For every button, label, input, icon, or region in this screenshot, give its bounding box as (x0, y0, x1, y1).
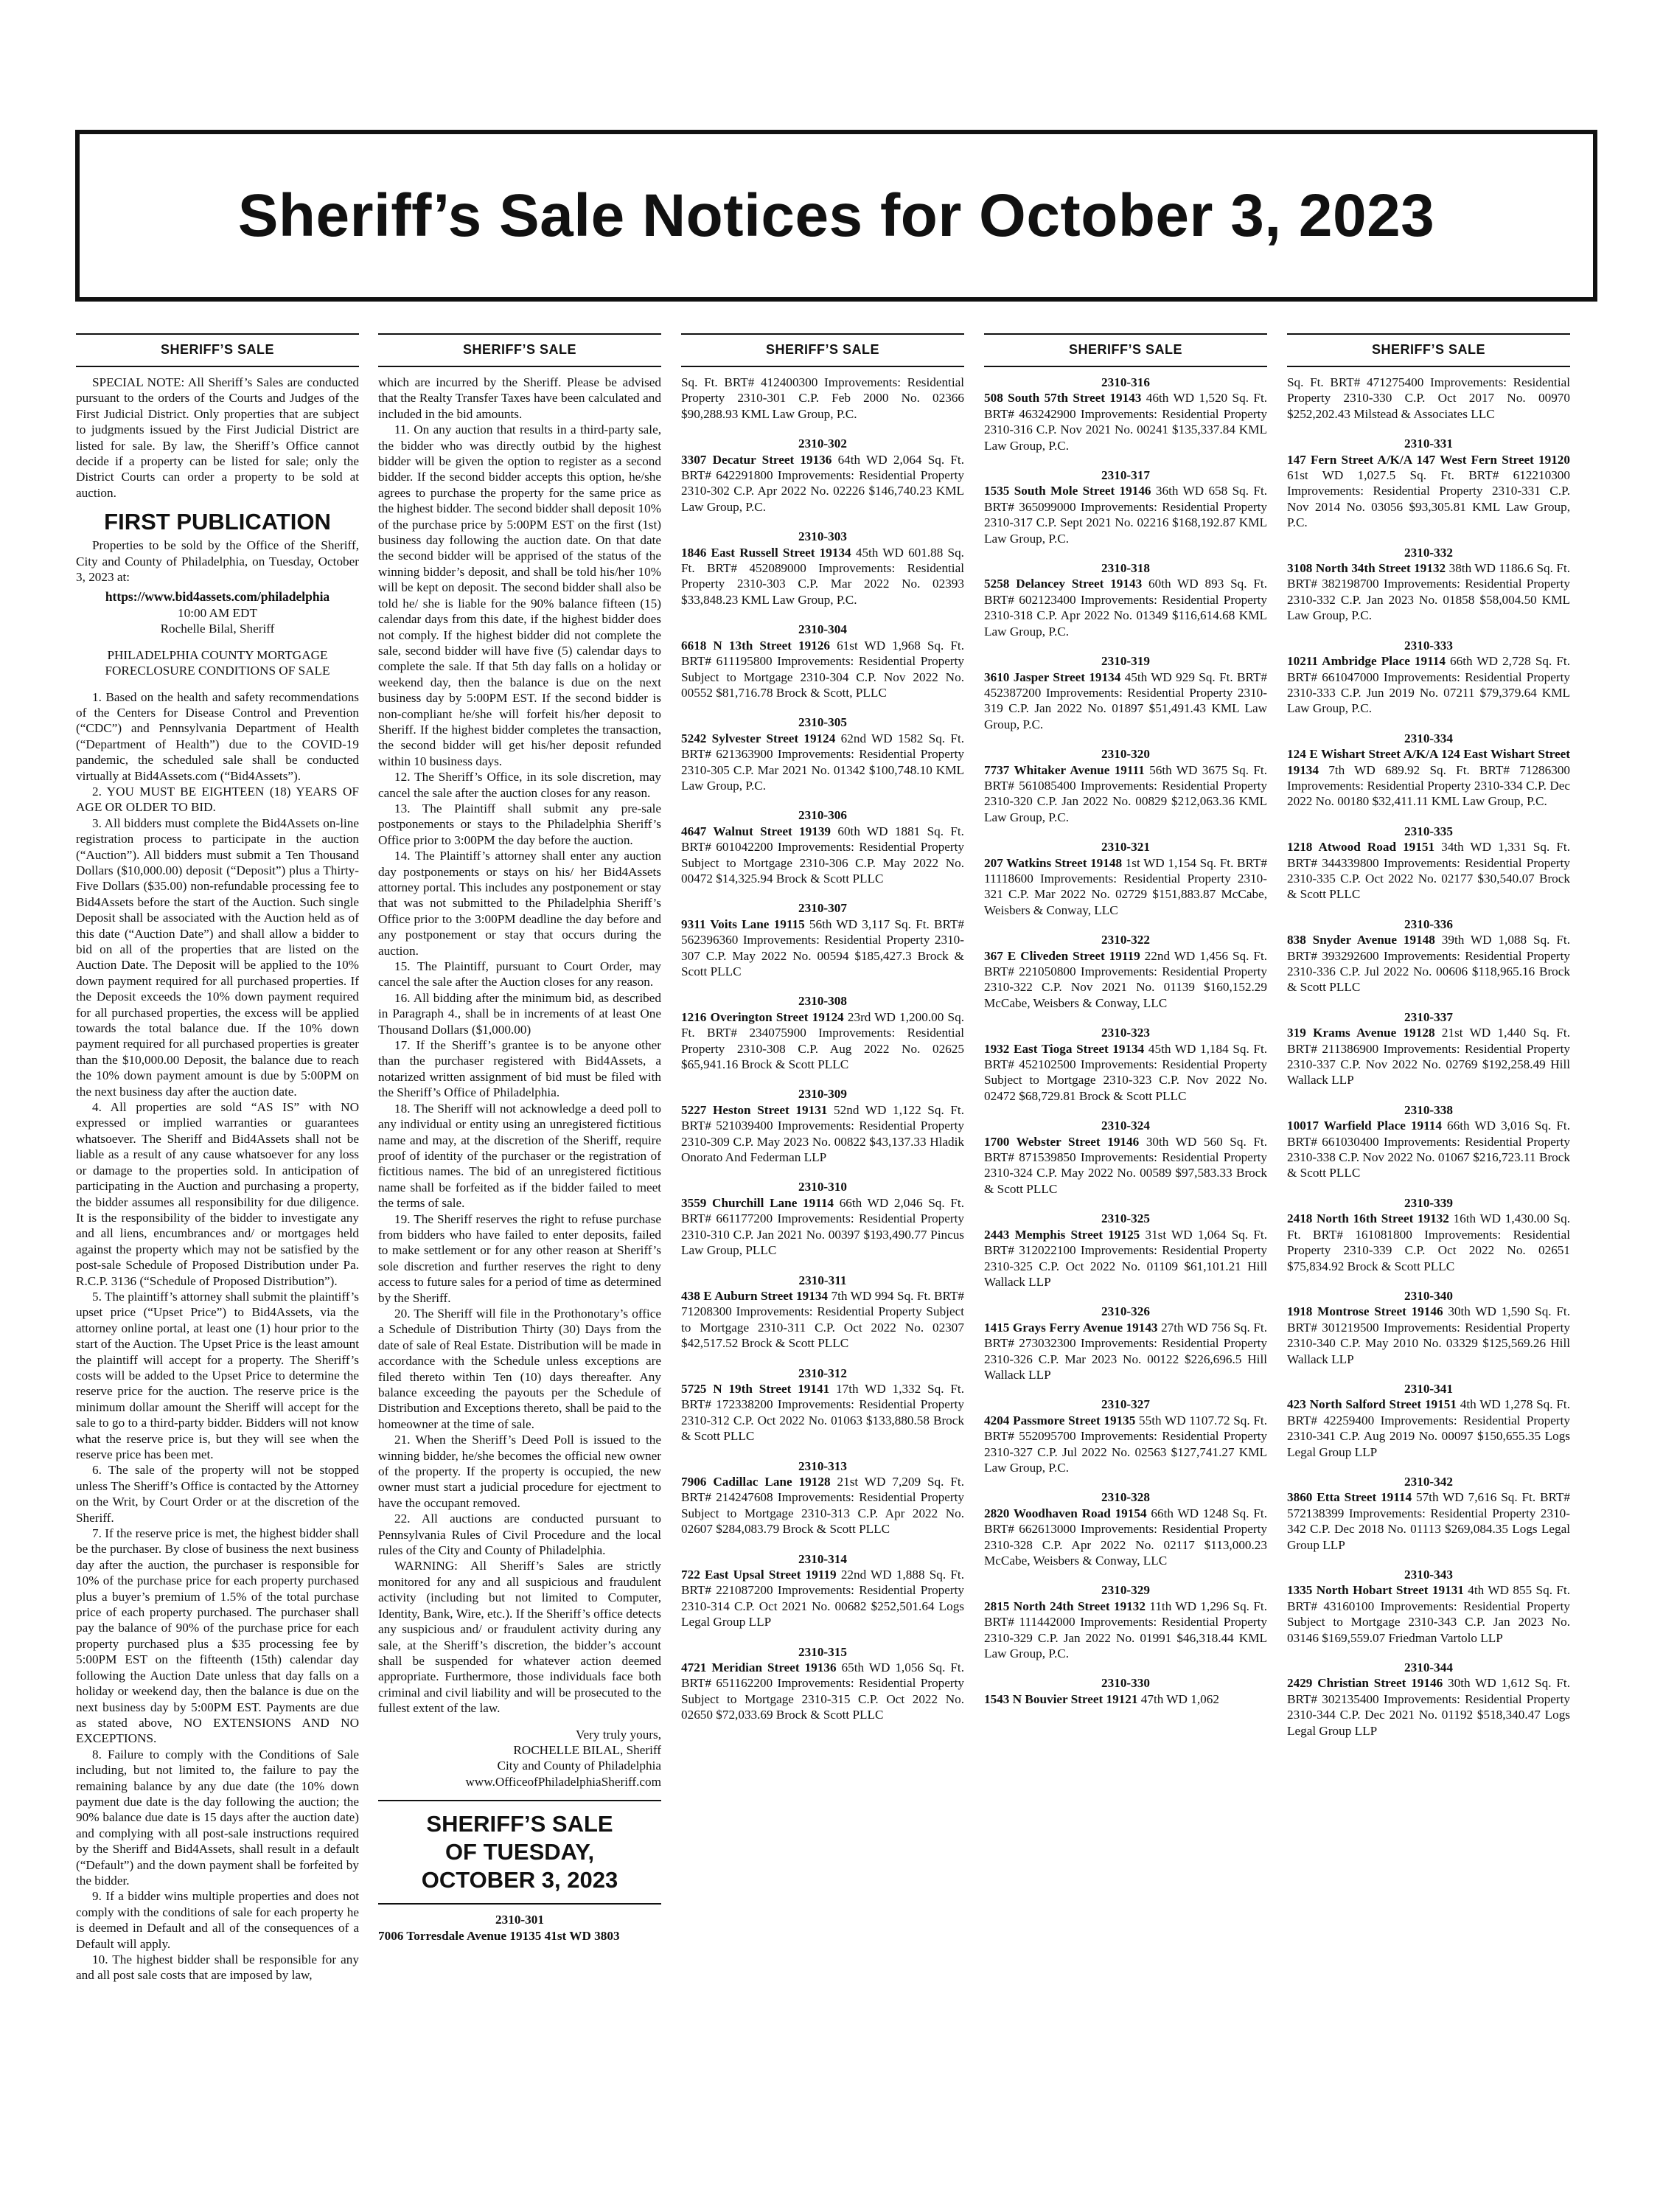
listing-details (984, 855, 1267, 919)
listing-text: 66th WD 2,046 Sq. Ft. BRT# 661177200 Improvements: Residential Property 2310-310 C.P. Jan 2021 No. 00397 $193,490.77 Pincus Law Group, PLLC (681, 1195, 964, 1258)
listing-entry (681, 900, 964, 979)
listing-details (984, 1227, 1267, 1290)
column-body (378, 367, 661, 1944)
listing-address: 5258 Delancey Street 19143 (984, 577, 1143, 591)
listing-text: 22nd WD 1,456 Sq. Ft. BRT# 221050800 Improvements: Residential Property 2310-322 C.P. Nov 2021 No. 01139 $160,152.29 McCabe, Weisbers & Conway, LLC (984, 948, 1268, 1010)
listing-text: 21st WD 1,440 Sq. Ft. BRT# 211386900 Improvements: Residential Property 2310-337 C.P. Nov 2022 No. 02769 $192,258.49 Hill Wallack LLP (1287, 1026, 1570, 1088)
listing-address: 10017 Warfield Place 19114 (1287, 1119, 1442, 1133)
listing-text: 31st WD 1,064 Sq. Ft. BRT# 312022100 Improvements: Residential Property 2310-325 C.P. Oct 2022 No. 01109 $61,101.21 Hill Wallack LLP (984, 1227, 1268, 1289)
listing-address: 207 Watkins Street 19148 (984, 855, 1123, 870)
listing-details (984, 390, 1267, 453)
listing-address: 2820 Woodhaven Road 19154 (984, 1506, 1147, 1520)
condition-paragraph: 7. If the reserve price is met, the highest bidder shall be the purchaser. By close of business the next business day after the auction, the purchaser is responsible for 10% of the purchase price for each property purchased plus a buyer’s premium of 1.5% of the total purchase price of each property purchased. The purchaser shall pay the balance of 90% of the purchase price for each property purchased plus a $35 processing fee by 5:00PM EST on the fifteenth (15th) calendar day following the Auction Date unless that day falls on a holiday or weekend day, then the balance is due on the next business day by 5:00PM EST. Payments are due as stated above, NO EXTENSIONS AND NO EXCEPTIONS. (76, 1526, 359, 1746)
listing-text: 60th WD 1881 Sq. Ft. BRT# 601042200 Improvements: Residential Property Subject to Mortgage 2310-306 C.P. May 2022 No. 00472 $14,325.94 Brock & Scott PLLC (681, 824, 964, 886)
listing-number: 2310-339 (1404, 1195, 1453, 1210)
listing-entry (681, 1644, 964, 1723)
listing-number: 2310-312 (798, 1366, 847, 1380)
listing-details (681, 824, 964, 887)
listing-text: 62nd WD 1582 Sq. Ft. BRT# 621363900 Improvements: Residential Property 2310-305 C.P. Mar 2021 No. 01342 $100,748.10 KML Law Group, P.C. (681, 731, 965, 793)
warning-paragraph: WARNING: All Sheriff’s Sales are strictly monitored for any and all suspicious and fraudulent activity (including but not limited to Computer, Identity, Bank, Wire, etc.). If the Sheriff’s office detects any suspicious and/ or fraudulent activity during any sale, at the Sheriff’s discretion, the bidder’s account shall be suspended for whatever action deemed appropriate. Furthermore, those individuals face both criminal and civil liability and will be prosecuted to the fullest extent of the law. (378, 1559, 661, 1716)
listing-details (681, 1288, 964, 1352)
listing-address: 1918 Montrose Street 19146 (1287, 1304, 1443, 1319)
listing-entry (681, 714, 964, 793)
listing-details (1287, 1118, 1570, 1181)
listing-address: 124 E Wishart Street A/K/A 124 East Wishart Street 19134 (1287, 747, 1570, 777)
auction-url[interactable]: https://www.bid4assets.com/philadelphia (105, 589, 330, 605)
listing-number: 2310-302 (798, 437, 847, 451)
auction-time: 10:00 AM EDT (178, 605, 257, 620)
listing-number: 2310-320 (1101, 747, 1150, 762)
listing-details (1287, 375, 1570, 422)
listing-number: 2310-341 (1404, 1381, 1453, 1396)
listing-details (984, 1134, 1267, 1197)
listing-text: 22nd WD 1,888 Sq. Ft. BRT# 221087200 Improvements: Residential Property 2310-314 C.P. Oct 2021 No. 00682 $252,501.64 Logs Legal Group LLP (681, 1568, 964, 1630)
column-3 (681, 333, 964, 1737)
listing-text: 39th WD 1,088 Sq. Ft. BRT# 393292600 Improvements: Residential Property 2310-336 C.P. Jul 2022 No. 00606 $118,965.16 Brock & Scott PLLC (1287, 933, 1570, 995)
condition-paragraph: 22. All auctions are conducted pursuant to Pennsylvania Rules of Civil Procedure and the local rules of the City and County of Philadelphia. (378, 1512, 661, 1558)
listing-number: 2310-329 (1101, 1583, 1150, 1598)
listing-number: 2310-305 (798, 715, 847, 730)
listing-text: 52nd WD 1,122 Sq. Ft. BRT# 521039400 Improvements: Residential Property 2310-309 C.P. May 2023 No. 00822 $43,137.33 Hladik Onorato And Federman LLP (681, 1102, 965, 1165)
column-header: SHERIFF’S SALE (378, 333, 661, 367)
listing-address: 1415 Grays Ferry Avenue 19143 (984, 1320, 1158, 1335)
condition-paragraph: 5. The plaintiff’s attorney shall submit the plaintiff’s upset price (“Upset Price”) to Bid4Assets, via the attorney online portal, at least one (1) hour prior to the start of the Auction. The Upset Price is the least amount the plaintiff will accept for a property. The Sheriff’s costs will be added to the Upset Price to determine the reserve price for the auction. The reserve price is the minimum dollar amount the Sheriff will accept for the sale to go to a third-party bidder. Bidders will not know what the reserve price is, but they will see when the reserve price has been met. (76, 1289, 359, 1461)
condition-paragraph: 12. The Sheriff’s Office, in its sole discretion, may cancel the sale after the auction closes for any reason. (378, 770, 661, 800)
listing-text: 64th WD 2,064 Sq. Ft. BRT# 642291800 Improvements: Residential Property 2310-302 C.P. Apr 2022 No. 02226 $146,740.23 KML Law Group, P.C. (681, 452, 964, 514)
listing-address: 2418 North 16th Street 19132 (1287, 1211, 1449, 1226)
listing-address: 9311 Voits Lane 19115 (681, 917, 805, 931)
listing-address: 423 North Salford Street 19151 (1287, 1397, 1457, 1412)
listing-address: 319 Krams Avenue 19128 (1287, 1026, 1435, 1040)
condition-paragraph: 16. All bidding after the minimum bid, as described in Paragraph 4., shall be in increments of at least One Thousand Dollars ($1,000.00) (378, 990, 661, 1037)
listing-text: 30th WD 1,590 Sq. Ft. BRT# 301219500 Improvements: Residential Property 2310-340 C.P. May 2010 No. 03329 $125,569.26 Hill Wallack LLP (1287, 1304, 1570, 1366)
sheriff-name: Rochelle Bilal, Sheriff (160, 622, 275, 636)
column-header: SHERIFF’S SALE (76, 333, 359, 367)
listing-details (1287, 1025, 1570, 1088)
page-banner (75, 130, 1597, 302)
listing-text: 21st WD 7,209 Sq. Ft. BRT# 214247608 Improvements: Residential Property Subject to Mortgage 2310-313 C.P. Apr 2022 No. 02607 $284,083.79 Brock & Scott PLLC (681, 1474, 965, 1537)
listing-details (681, 638, 964, 701)
listing-entry (984, 375, 1267, 453)
listing-entry (681, 1551, 964, 1630)
signature-line: City and County of Philadelphia (497, 1759, 661, 1773)
listing-entry (984, 1025, 1267, 1104)
listing-details (681, 1009, 964, 1073)
listing-details (1287, 1675, 1570, 1739)
listing-number: 2310-307 (798, 901, 847, 916)
listing-number: 2310-338 (1404, 1102, 1453, 1117)
sale-box-line: OCTOBER 3, 2023 (421, 1867, 618, 1893)
listing-details (1287, 1489, 1570, 1553)
listing-entry (681, 436, 964, 515)
condition-paragraph: 15. The Plaintiff, pursuant to Court Order, may cancel the sale after the Auction closes for any reason. (378, 959, 661, 990)
listing-entry (984, 839, 1267, 918)
listing-details (1287, 1211, 1570, 1274)
listing-entry (1287, 1474, 1570, 1553)
listing-entry (1287, 436, 1570, 530)
listing-text: 66th WD 2,728 Sq. Ft. BRT# 661047000 Improvements: Residential Property 2310-333 C.P. Jun 2019 No. 07211 $79,379.64 KML Law Group, P.C. (1287, 654, 1570, 716)
listing-details (984, 669, 1267, 733)
listing-text: 7th WD 994 Sq. Ft. BRT# 71208300 Improvements: Residential Property Subject to Mortgage 2310-311 C.P. Oct 2022 No. 02307 $42,517.52 Brock & Scott PLLC (681, 1288, 965, 1351)
listing-number: 2310-342 (1404, 1474, 1453, 1489)
condition-paragraph: 8. Failure to comply with the Conditions of Sale including, but not limited to, the failure to pay the remaining balance by any due date (the 10% down payment due date is the day following the auction; the 90% balance due date is 15 days after the auction date) and complying with all post-sale instructions required by the Sheriff and Bid4Assets, shall result in a default (“Default”) and the down payment shall be forfeited by the bidder. (76, 1747, 359, 1888)
listing-address: 1700 Webster Street 19146 (984, 1134, 1140, 1149)
listing-text: 38th WD 1186.6 Sq. Ft. BRT# 382198700 Improvements: Residential Property 2310-332 C.P. Jan 2023 No. 01858 $58,004.50 KML Law Group, P.C. (1287, 561, 1571, 623)
condition-paragraph: 10. The highest bidder shall be responsible for any and all post sale costs that are imposed by law, (76, 1952, 359, 1983)
listing-details (1287, 746, 1570, 810)
listing-text: 1st WD 1,154 Sq. Ft. BRT# 11118600 Improvements: Residential Property 2310-321 C.P. Mar 2022 No. 02729 $151,883.87 McCabe, Weisbers & Conway, LLC (984, 855, 1267, 917)
listing-entry (984, 653, 1267, 732)
listing-number: 2310-335 (1404, 824, 1453, 838)
listing-details (984, 1413, 1267, 1476)
listing-entry (378, 1912, 661, 1944)
sale-box-line: OF TUESDAY, (444, 1839, 595, 1865)
listing-address: 4204 Passmore Street 19135 (984, 1413, 1136, 1427)
listing-text: 30th WD 1,612 Sq. Ft. BRT# 302135400 Improvements: Residential Property 2310-344 C.P. Dec 2021 No. 01192 $518,340.47 Logs Legal Group LLP (1287, 1676, 1571, 1738)
listing-text: Sq. Ft. BRT# 471275400 Improvements: Residential Property 2310-330 C.P. Oct 2017 No. 00970 $252,202.43 Milstead & Associates LLC (1287, 375, 1570, 421)
column-body (76, 367, 359, 1983)
listing-address: 722 East Upsal Street 19119 (681, 1568, 837, 1582)
listing-text: 57th WD 7,616 Sq. Ft. BRT# 572138399 Improvements: Residential Property 2310-342 C.P. Dec 2018 No. 01113 $269,084.35 Logs Legal Group LLP (1287, 1490, 1571, 1552)
listing-address: 7737 Whitaker Avenue 19111 (984, 762, 1145, 777)
listing-address: 1846 East Russell Street 19134 (681, 545, 851, 560)
condition-paragraph: 21. When the Sheriff’s Deed Poll is issued to the winning bidder, he/she becomes the official new owner of the property. If the property is occupied, the new owner must start a judicial procedure for ejectment to have the occupant removed. (378, 1433, 661, 1510)
listing-address: 1535 South Mole Street 19146 (984, 484, 1151, 498)
listing-details (1287, 1397, 1570, 1460)
listing-text: 4th WD 855 Sq. Ft. BRT# 43160100 Improvements: Residential Property Subject to Mortgage 2310-343 C.P. Jan 2023 No. 03146 $169,559.07 Friedman Vartolo LLP (1287, 1583, 1571, 1645)
listing-number: 2310-334 (1404, 731, 1453, 745)
listing-entry (984, 932, 1267, 1011)
listing-address: 3108 North 34th Street 19132 (1287, 561, 1446, 576)
listing-address: 5242 Sylvester Street 19124 (681, 731, 836, 745)
listing-text: 34th WD 1,331 Sq. Ft. BRT# 344339800 Improvements: Residential Property 2310-335 C.P. Oct 2022 No. 02177 $30,540.07 Brock & Scott PLLC (1287, 840, 1570, 902)
page-title: Sheriff’s Sale Notices for October 3, 2023 (237, 181, 1435, 249)
listing-details (681, 452, 964, 515)
listing-entry (984, 467, 1267, 546)
listing-details (1287, 560, 1570, 624)
listing-entry (984, 1489, 1267, 1568)
listing-address: 1543 N Bouvier Street 19121 (984, 1691, 1138, 1706)
listing-number: 2310-310 (798, 1180, 847, 1194)
listing-entry (681, 622, 964, 700)
listing-entry (984, 1397, 1267, 1475)
listing-number: 2310-328 (1101, 1490, 1150, 1505)
listing-details (681, 917, 964, 980)
listing-text: 46th WD 1,520 Sq. Ft. BRT# 463242900 Improvements: Residential Property 2310-316 C.P. Nov 2021 No. 00241 $135,337.84 KML Law Group, P.C. (984, 391, 1268, 453)
listing-number: 2310-326 (1101, 1304, 1150, 1319)
column-header: SHERIFF’S SALE (681, 333, 964, 367)
listing-number: 2310-343 (1404, 1568, 1453, 1582)
listing-entry (1287, 545, 1570, 624)
listing-details (681, 545, 964, 608)
listing-number: 2310-313 (798, 1458, 847, 1473)
listing-entry (681, 1086, 964, 1165)
listing-number: 2310-332 (1404, 545, 1453, 560)
listing-details (984, 948, 1267, 1012)
listing-entry (1287, 375, 1570, 422)
listing-text: 61st WD 1,968 Sq. Ft. BRT# 611195800 Improvements: Residential Property Subject to Mortgage 2310-304 C.P. Nov 2022 No. 00552 $81,716.78 Brock & Scott, PLLC (681, 638, 965, 700)
listing-address: 1932 East Tioga Street 19134 (984, 1041, 1145, 1056)
listing-address: 1218 Atwood Road 19151 (1287, 840, 1435, 855)
listing-text: 30th WD 560 Sq. Ft. BRT# 871539850 Improvements: Residential Property 2310-324 C.P. May 2022 No. 00589 $97,583.33 Brock & Scott PLLC (984, 1134, 1267, 1196)
listing-entry (1287, 1567, 1570, 1646)
listing-details (681, 1567, 964, 1630)
listing-address: 4721 Meridian Street 19136 (681, 1660, 837, 1675)
condition-paragraph: 11. On any auction that results in a third-party sale, the bidder who was directly outbid by the highest bidder will be given the option to register as a second bidder. If the second bidder accepts this option, he/she agrees to purchase the property for the same price as the highest bidder. The second bidder shall deposit 10% of the purchase price by 5:00PM EST on the first (1st) business day following the auction date. On that date the second bidder will be apprised of the status of the winning bidder’s deposit, and shall be told his/her 10% will be kept on deposit. The second bidder shall also be told he/ she is liable for the 90% balance fifteen (15) calendar days from this date, if the highest bidder does not comply. If the highest bidder did not complete the sale, second bidder will have five (5) calendar days to complete the sale. If that 5th day falls on a holiday or weekend day, then the balance is due on the next business day by 5:00PM EST. If the second bidder is non-compliant he/she will forfeit his/her deposit to Sheriff. If the highest bidder completes the transaction, the second bidder will get his/her deposit refunded within 10 business days. (378, 422, 661, 768)
listing-number: 2310-315 (798, 1644, 847, 1659)
listing-text: 7th WD 689.92 Sq. Ft. BRT# 71286300 Improvements: Residential Property 2310-334 C.P. Dec 2022 No. 00180 $32,411.11 KML Law Group, P.C. (1287, 762, 1571, 809)
listing-number: 2310-318 (1101, 561, 1150, 576)
listing-number: 2310-333 (1404, 638, 1453, 653)
listing-text: 45th WD 601.88 Sq. Ft. BRT# 452089000 Improvements: Residential Property 2310-303 C.P. Mar 2022 No. 02393 $33,848.23 KML Law Group, P.C. (681, 545, 964, 607)
listing-number: 2310-330 (1101, 1676, 1150, 1691)
listing-address: 6618 N 13th Street 19126 (681, 638, 831, 653)
listing-text: 55th WD 1107.72 Sq. Ft. BRT# 552095700 Improvements: Residential Property 2310-327 C.P. Jul 2022 No. 02563 $127,741.27 KML Law Group, P.C. (984, 1413, 1268, 1475)
column-4 (984, 333, 1267, 1721)
listing-address: 7906 Cadillac Lane 19128 (681, 1474, 831, 1489)
listing-entry (1287, 731, 1570, 810)
listing-number: 2310-319 (1101, 654, 1150, 669)
listing-text: 27th WD 756 Sq. Ft. BRT# 273032300 Improvements: Residential Property 2310-326 C.P. Mar 2023 No. 00122 $226,696.5 Hill Wallack LLP (984, 1320, 1267, 1382)
listing-address: 10211 Ambridge Place 19114 (1287, 654, 1446, 669)
listing-text: 17th WD 1,332 Sq. Ft. BRT# 172338200 Improvements: Residential Property 2310-312 C.P. Oct 2022 No. 01063 $133,880.58 Brock & Scott PLLC (681, 1381, 965, 1444)
listing-address: 5227 Heston Street 19131 (681, 1102, 828, 1117)
listing-address: 2815 North 24th Street 19132 (984, 1599, 1146, 1613)
listing-text: 61st WD 1,027.5 Sq. Ft. BRT# 612210300 Improvements: Residential Property 2310-331 C.P. Nov 2014 No. 03056 $93,305.81 KML Law Group, P.C. (1287, 468, 1570, 530)
listing-text: Sq. Ft. BRT# 412400300 Improvements: Residential Property 2310-301 C.P. Feb 2000 No. 02366 $90,288.93 KML Law Group, P.C. (681, 375, 964, 421)
listing-address: 4647 Walnut Street 19139 (681, 824, 831, 838)
listing-address: 2429 Christian Street 19146 (1287, 1676, 1443, 1691)
first-publication-heading: FIRST PUBLICATION (104, 509, 331, 535)
listing-number: 2310-304 (798, 622, 847, 637)
special-note: SPECIAL NOTE: All Sheriff’s Sales are conducted pursuant to the orders of the Courts and Judges of the First Judicial District. Only properties that are subject to judgments issued by the First Judicial District are listed for sale. By law, the Sheriff’s Office cannot decide if a property can be listed for sale; only the District Courts can order a property to be sold at auction. (76, 375, 359, 500)
condition-paragraph: 13. The Plaintiff shall submit any pre-sale postponements or stays to the Philadelphia Sheriff’s Office prior to 3:00PM the day before the auction. (378, 801, 661, 847)
conditions-title-line-1: PHILADELPHIA COUNTY MORTGAGE (107, 647, 328, 662)
listing-text: 16th WD 1,430.00 Sq. Ft. BRT# 161081800 Improvements: Residential Property 2310-339 C.P. Oct 2022 No. 02651 $75,834.92 Brock & Scott PLLC (1287, 1211, 1570, 1273)
listing-number: 2310-336 (1404, 917, 1453, 931)
listing-text: 47th WD 1,062 (1140, 1691, 1219, 1706)
listing-address: 367 E Cliveden Street 19119 (984, 948, 1140, 963)
listing-details (681, 1474, 964, 1537)
signature-line: Very truly yours, (576, 1727, 661, 1742)
condition-paragraph: 9. If a bidder wins multiple properties and does not comply with the conditions of sale for each property he is deemed in Default and all of the consequences of a Default will apply. (76, 1889, 359, 1951)
listing-number: 2310-303 (798, 529, 847, 544)
listing-entry (681, 529, 964, 608)
listing-text: 36th WD 658 Sq. Ft. BRT# 365099000 Improvements: Residential Property 2310-317 C.P. Sept 2021 No. 02216 $168,192.87 KML Law Group, P.C. (984, 484, 1268, 546)
listing-address: 7006 Torresdale Avenue 19135 41st WD 3803 (378, 1928, 620, 1943)
listing-details (984, 1599, 1267, 1662)
listing-text: 66th WD 3,016 Sq. Ft. BRT# 661030400 Improvements: Residential Property 2310-338 C.P. Nov 2022 No. 01067 $216,723.11 Brock & Scott PLLC (1287, 1119, 1570, 1180)
listing-entry (1287, 1660, 1570, 1739)
sale-date-box (378, 1800, 661, 1905)
listing-entry (681, 375, 964, 422)
listing-details (1287, 932, 1570, 995)
column-body (1287, 367, 1570, 1739)
condition-paragraph: 18. The Sheriff will not acknowledge a deed poll to any individual or entity using an unregistered fictitious name and may, at the discretion of the Sheriff, require proof of identity of the purchaser or the registration of fictitious names. The bid of an unregistered fictitious name shall be forfeited as if the bidder failed to meet the terms of sale. (378, 1101, 661, 1211)
listing-text: 45th WD 1,184 Sq. Ft. BRT# 452102500 Improvements: Residential Property Subject to Mortgage 2310-323 C.P. Nov 2022 No. 02472 $68,729.81 Brock & Scott PLLC (984, 1041, 1268, 1103)
listing-text: 23rd WD 1,200.00 Sq. Ft. BRT# 234075900 Improvements: Residential Property 2310-308 C.P. Aug 2022 No. 02625 $65,941.16 Brock & Scott PLLC (681, 1009, 964, 1072)
listing-details (1287, 1582, 1570, 1646)
listing-details (681, 1381, 964, 1444)
listing-details (984, 762, 1267, 826)
listing-details (984, 1506, 1267, 1569)
listing-entry (1287, 917, 1570, 995)
listing-number: 2310-327 (1101, 1397, 1150, 1412)
listing-number: 2310-321 (1101, 840, 1150, 855)
condition-paragraph: 6. The sale of the property will not be stopped unless The Sheriff’s Office is contacted by the Attorney on the Writ, by Court Order or at the discretion of the Sheriff. (76, 1463, 359, 1525)
listing-entry (984, 1118, 1267, 1197)
listing-number: 2310-322 (1101, 933, 1150, 947)
column-header: SHERIFF’S SALE (984, 333, 1267, 367)
listing-entry (1287, 638, 1570, 717)
listing-number: 2310-309 (798, 1087, 847, 1102)
listing-address: 3307 Decatur Street 19136 (681, 452, 832, 467)
listing-text: 60th WD 893 Sq. Ft. BRT# 602123400 Improvements: Residential Property 2310-318 C.P. Apr 2022 No. 01349 $116,614.68 KML Law Group, P.C. (984, 577, 1267, 639)
listing-address: 3610 Jasper Street 19134 (984, 669, 1121, 684)
listing-details (681, 731, 964, 794)
listing-details (681, 1195, 964, 1259)
listing-details (984, 1320, 1267, 1383)
listing-address: 3559 Churchill Lane 19114 (681, 1195, 834, 1210)
listing-details (681, 1102, 964, 1166)
listing-details (984, 483, 1267, 546)
listing-address: 3860 Etta Street 19114 (1287, 1490, 1412, 1505)
listing-details (681, 375, 964, 422)
listing-number: 2310-340 (1404, 1288, 1453, 1303)
listing-entry (681, 1179, 964, 1258)
column-header: SHERIFF’S SALE (1287, 333, 1570, 367)
listing-details (1287, 1304, 1570, 1367)
condition-paragraph: 4. All properties are sold “AS IS” with NO expressed or implied warranties or guarantees whatsoever. The Sheriff and Bid4Assets shall not be liable as a result of any cause whatsoever for any loss or damage to the properties sold. In anticipation of participating in the Auction and purchasing a property, the bidder assumes all responsibility for due diligence. It is the responsibility of the bidder to investigate any and all liens, encumbrances and/ or mortgages held against the property which may not be satisfied by the post-sale Schedule of Proposed Distribution under Pa. R.C.P. 3136 (“Schedule of Proposed Distribution”). (76, 1100, 359, 1288)
condition-paragraph: 2. YOU MUST BE EIGHTEEN (18) YEARS OF AGE OR OLDER TO BID. (76, 784, 359, 815)
listing-details (1287, 839, 1570, 902)
listing-entry (1287, 1381, 1570, 1460)
listing-number: 2310-331 (1404, 437, 1453, 451)
listing-entry (681, 1273, 964, 1352)
listing-entry (1287, 824, 1570, 902)
listing-number: 2310-317 (1101, 468, 1150, 483)
sale-intro: Properties to be sold by the Office of the Sheriff, City and County of Philadelphia, on Tuesday, October 3, 2023 at: (76, 538, 359, 585)
listing-text: 56th WD 3675 Sq. Ft. BRT# 561085400 Improvements: Residential Property 2310-320 C.P. Jan 2022 No. 00829 $212,063.36 KML Law Group, P.C. (984, 762, 1267, 824)
listing-entry (984, 1304, 1267, 1382)
listing-number: 2310-324 (1101, 1119, 1150, 1133)
listing-number: 2310-316 (1101, 375, 1150, 389)
condition-paragraph: which are incurred by the Sheriff. Please be advised that the Realty Transfer Taxes have been calculated and included in the bid amounts. (378, 375, 661, 421)
listing-address: 147 Fern Street A/K/A 147 West Fern Street 19120 (1287, 452, 1570, 467)
listing-number: 2310-337 (1404, 1009, 1453, 1024)
column-body (984, 367, 1267, 1707)
listing-entry (1287, 1195, 1570, 1274)
listing-details (1287, 653, 1570, 717)
listing-text: 66th WD 1248 Sq. Ft. BRT# 662613000 Improvements: Residential Property 2310-328 C.P. Apr 2022 No. 02117 $113,000.23 McCabe, Weisbers & Conway, LLC (984, 1506, 1267, 1568)
listing-number: 2310-301 (495, 1913, 544, 1927)
listing-number: 2310-314 (798, 1551, 847, 1566)
column-2 (378, 333, 661, 1958)
listing-entry (984, 560, 1267, 639)
condition-paragraph: 17. If the Sheriff’s grantee is to be anyone other than the purchaser registered with Bid4Assets, a notarized written assignment of bid must be filed with the Sheriff’s Office of Philadelphia. (378, 1038, 661, 1100)
listing-address: 1335 North Hobart Street 19131 (1287, 1583, 1464, 1598)
listing-entry (1287, 1288, 1570, 1367)
listing-number: 2310-308 (798, 994, 847, 1009)
listing-details (984, 1041, 1267, 1105)
condition-paragraph: 20. The Sheriff will file in the Prothonotary’s office a Schedule of Distribution Thirty (30) Days from the date of sale of Real Estate. Distribution will be made in accordance with the Schedule unless exceptions are filed thereto within Ten (10) days thereafter. Any balance exceeding the payouts per the Schedule of Distribution and Exceptions thereto, shall be paid to the homeowner at the time of sale. (378, 1306, 661, 1431)
listing-entry (681, 993, 964, 1072)
listing-details (1287, 452, 1570, 531)
column-1 (76, 333, 359, 1983)
signature-line: ROCHELLE BILAL, Sheriff (513, 1742, 661, 1757)
listing-entry (1287, 1102, 1570, 1181)
sheriff-website[interactable]: www.OfficeofPhiladelphiaSheriff.com (465, 1774, 661, 1789)
listing-entry (681, 1458, 964, 1537)
listing-text: 56th WD 3,117 Sq. Ft. BRT# 562396360 Improvements: Residential Property 2310-307 C.P. May 2022 No. 00594 $185,427.3 Brock & Scott PLLC (681, 917, 965, 978)
listing-address: 1216 Overington Street 19124 (681, 1009, 844, 1024)
listing-details (984, 1691, 1267, 1707)
listing-number: 2310-323 (1101, 1026, 1150, 1040)
listing-number: 2310-306 (798, 808, 847, 823)
conditions-title-line-2: FORECLOSURE CONDITIONS OF SALE (105, 664, 330, 678)
condition-paragraph: 1. Based on the health and safety recommendations of the Centers for Disease Control and Prevention (“CDC”) and Pennsylvania Department of Health (“Department of Health”) due to the COVID-19 pandemic, the scheduled sale shall be conducted virtually at Bid4Assets.com (“Bid4Assets”). (76, 689, 359, 783)
listing-entry (984, 1211, 1267, 1290)
listing-details (984, 576, 1267, 639)
listing-entry (681, 1366, 964, 1444)
listing-address: 5725 N 19th Street 19141 (681, 1381, 830, 1396)
condition-paragraph: 19. The Sheriff reserves the right to refuse purchase from bidders who have failed to enter deposits, failed to make settlement or for any other reason at Sheriff’s sole discretion and further reserves the right to deny access to future sales for a period of time as determined by the Sheriff. (378, 1211, 661, 1305)
listing-number: 2310-311 (798, 1273, 847, 1287)
condition-paragraph: 3. All bidders must complete the Bid4Assets on-line registration process to participate in the auction (“Auction”). All bidders must submit a Ten Thousand Dollars ($10,000.00) deposit (“Deposit”) plus a Thirty-Five Dollars ($35.00) non-refundable processing fee to Bid4Assets before the start of the Auction. Such single Deposit shall be associated with the Auction held as of this date (“Auction Date”) and shall allow a bidder to bid on all of the properties that are listed on the Auction Date. The Deposit will be applied to the 10% down payment required for all purchased properties. If the Deposit exceeds the 10% down payment required for all purchased properties, the excess will be applied towards the total balance due. If the 10% down payment required for all purchased properties is greater than the $10,000.00 Deposit, the balance due to reach the 10% down payment amount is due by 5:00PM on the next business day after the auction date. (76, 815, 359, 1099)
listing-address: 508 South 57th Street 19143 (984, 391, 1142, 406)
listing-number: 2310-344 (1404, 1660, 1453, 1675)
listing-text: 11th WD 1,296 Sq. Ft. BRT# 111442000 Improvements: Residential Property 2310-329 C.P. Jan 2022 No. 01991 $46,318.44 KML Law Group, P.C. (984, 1599, 1268, 1661)
listing-address: 438 E Auburn Street 19134 (681, 1288, 829, 1303)
column-body (681, 367, 964, 1723)
condition-paragraph: 14. The Plaintiff’s attorney shall enter any auction day postponements or stays on his/ her Bid4Assets attorney portal. This includes any postponement or stay that was not submitted to the Philadelphia Sheriff’s Office prior to the 3:00PM deadline the day before and any postponement or stay that occurs during the auction. (378, 849, 661, 958)
listing-details (681, 1660, 964, 1723)
listing-text: 45th WD 929 Sq. Ft. BRT# 452387200 Improvements: Residential Property 2310-319 C.P. Jan 2022 No. 01897 $51,491.43 KML Law Group, P.C. (984, 669, 1267, 731)
sale-box-line: SHERIFF’S SALE (426, 1811, 613, 1837)
listing-entry (984, 746, 1267, 825)
listing-entry (984, 1582, 1267, 1661)
listing-address: 2443 Memphis Street 19125 (984, 1227, 1140, 1242)
listing-entry (984, 1675, 1267, 1707)
listing-text: 4th WD 1,278 Sq. Ft. BRT# 42259400 Improvements: Residential Property 2310-341 C.P. Aug 2019 No. 00097 $150,655.35 Logs Legal Group LLP (1287, 1397, 1571, 1459)
listing-text: 65th WD 1,056 Sq. Ft. BRT# 651162200 Improvements: Residential Property Subject to Mortgage 2310-315 C.P. Oct 2022 No. 02650 $72,033.69 Brock & Scott PLLC (681, 1660, 965, 1722)
listing-entry (681, 807, 964, 886)
listing-address: 838 Snyder Avenue 19148 (1287, 933, 1435, 947)
column-5 (1287, 333, 1570, 1753)
listing-entry (1287, 1009, 1570, 1088)
listing-number: 2310-325 (1101, 1211, 1150, 1226)
